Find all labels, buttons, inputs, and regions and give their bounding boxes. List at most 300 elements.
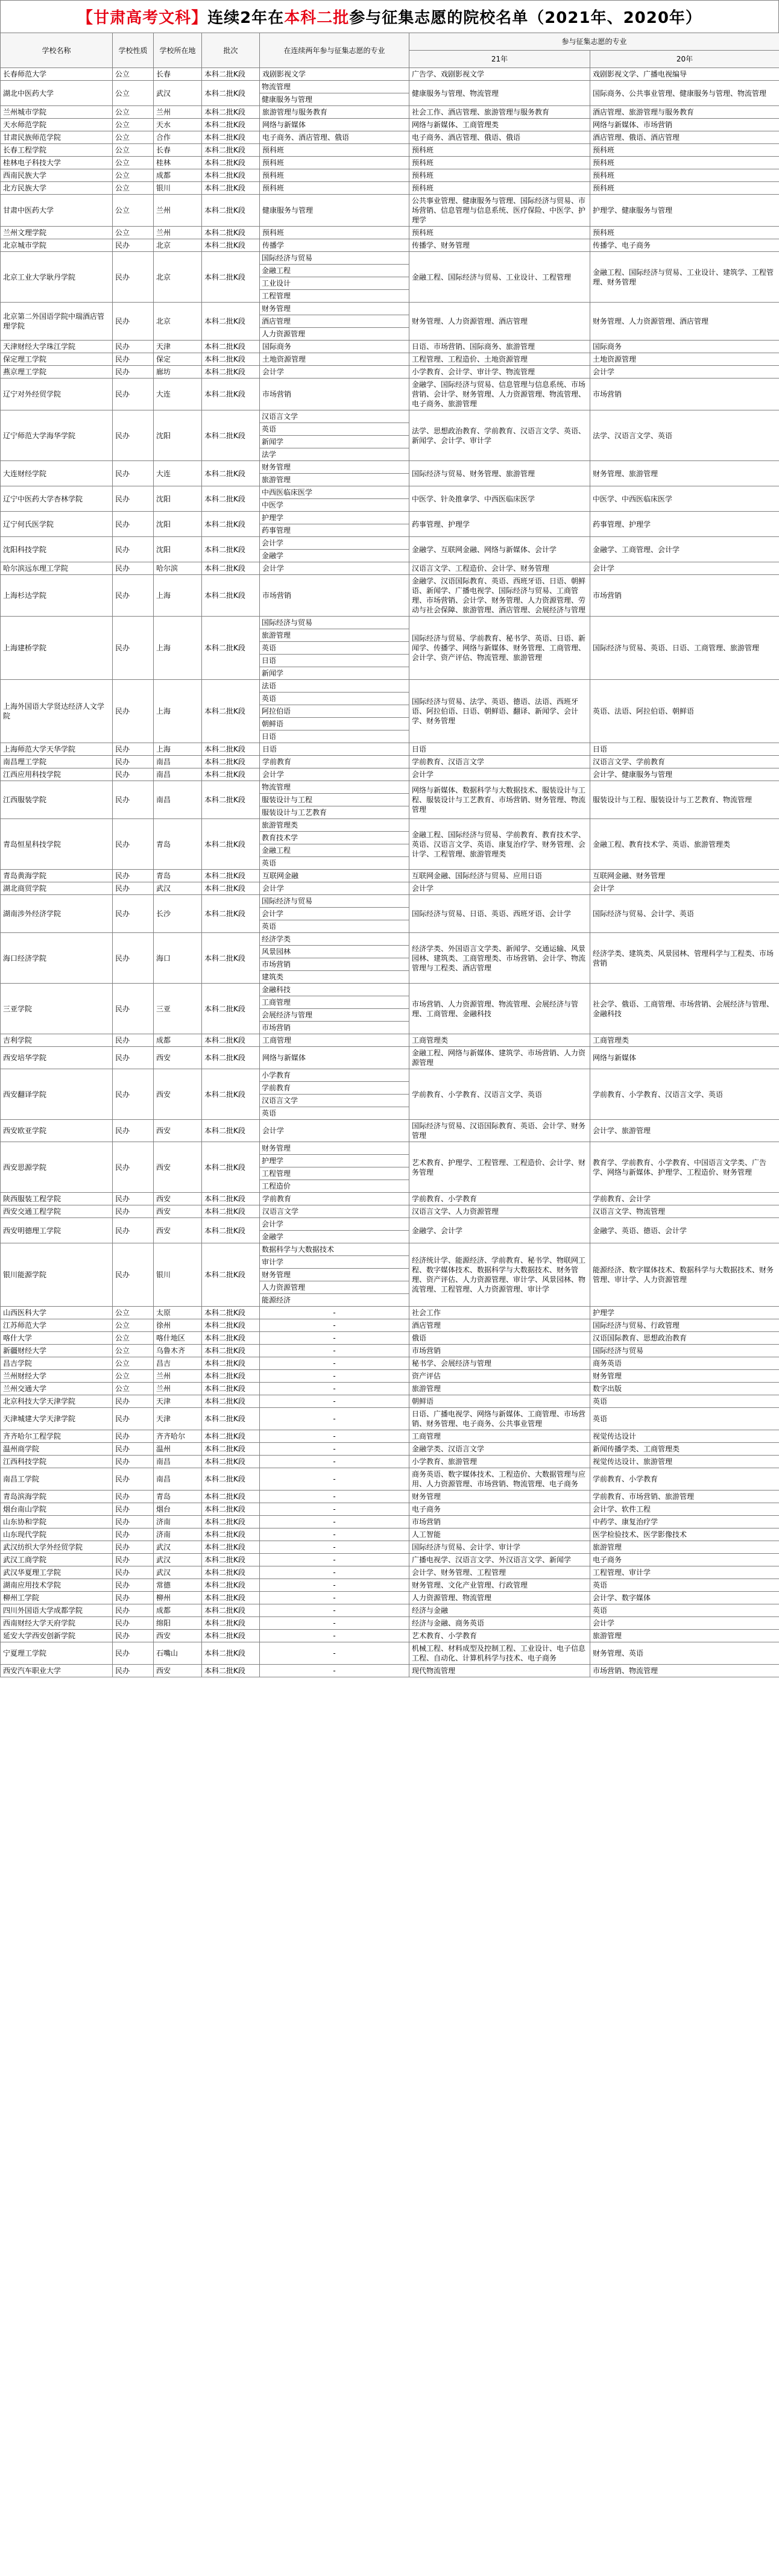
major-item: 数据科学与大数据技术 [260,1243,409,1256]
majors-2021-cell: 小学教育、会计学、审计学、物流管理 [409,366,590,379]
batch-cell: 本科二批K段 [202,169,260,182]
majors-2020-cell: 预科班 [590,157,779,169]
table-row [1,106,779,119]
school-location-cell: 南昌 [154,768,202,781]
school-location-cell: 上海 [154,743,202,756]
table-row [1,353,779,366]
school-name-cell: 齐齐哈尔工程学院 [1,1430,113,1443]
majors-2021-cell: 财务管理、文化产业管理、行政管理 [409,1579,590,1592]
majors-2020-cell: 服装设计与工程、服装设计与工艺教育、物流管理 [590,781,779,819]
majors-2021-cell: 广告学、戏剧影视文学 [409,68,590,81]
majors-2020-cell: 会计学、旅游管理 [590,1120,779,1142]
major-item: 英语 [262,922,277,931]
batch-cell: 本科二批K段 [202,1034,260,1047]
school-location-cell: 南昌 [154,781,202,819]
majors-2020-cell: 会计学 [590,882,779,895]
table-row [1,68,779,81]
both-years-majors-cell: 工商管理 [260,1034,409,1047]
school-name-cell: 兰州交通大学 [1,1383,113,1395]
both-years-majors-cell [260,1243,409,1307]
school-nature-cell: 民办 [113,512,154,537]
school-nature-cell: 公立 [113,1370,154,1383]
table-row [1,1604,779,1617]
table-row [1,1554,779,1566]
batch-cell: 本科二批K段 [202,984,260,1034]
batch-cell: 本科二批K段 [202,537,260,562]
majors-2020-cell: 国际商务 [590,341,779,353]
major-item: 旅游管理类 [260,819,409,832]
both-years-majors-cell [260,1142,409,1193]
school-name-cell: 柳州工学院 [1,1592,113,1604]
majors-2020-cell: 日语 [590,743,779,756]
school-location-cell: 大连 [154,379,202,410]
school-name-cell: 江西科技学院 [1,1456,113,1468]
both-years-majors-cell: - [260,1383,409,1395]
majors-2020-cell: 教育学、学前教育、小学教育、中国语言文学类、广告学、网络与新媒体、护理学、工程造价、财务管理 [590,1142,779,1193]
school-nature-cell: 民办 [113,1665,154,1677]
majors-2020-cell: 国际经济与贸易、英语、日语、工商管理、旅游管理 [590,617,779,680]
school-nature-cell: 民办 [113,1193,154,1205]
major-item: 工商管理 [260,996,409,1009]
both-years-majors-cell: - [260,1456,409,1468]
major-item: 风景园林 [260,946,409,958]
major-item: 国际经济与贸易 [260,895,409,908]
batch-cell: 本科二批K段 [202,486,260,512]
major-item: 英语 [262,859,277,867]
school-nature-cell: 民办 [113,1456,154,1468]
school-nature-cell: 民办 [113,341,154,353]
table-row [1,680,779,743]
majors-2020-cell: 药事管理、护理学 [590,512,779,537]
both-years-majors-cell [260,781,409,819]
batch-cell: 本科二批K段 [202,1319,260,1332]
both-years-majors-cell: 预科班 [260,227,409,239]
school-name-cell: 沈阳科技学院 [1,537,113,562]
both-years-majors-cell: 学前教育 [260,1193,409,1205]
majors-2020-cell: 市场营销 [590,379,779,410]
school-location-cell: 天津 [154,1408,202,1430]
school-nature-cell: 民办 [113,1430,154,1443]
major-item: 法学 [262,450,277,459]
major-item: 金融科技 [260,984,409,996]
major-item: 能源经济 [262,1296,291,1304]
major-item: 酒店管理 [260,315,409,328]
table-row [1,1579,779,1592]
majors-2020-cell: 旅游管理 [590,1630,779,1642]
school-nature-cell: 民办 [113,1491,154,1503]
table-row [1,195,779,227]
school-location-cell: 石嘴山 [154,1642,202,1665]
batch-cell: 本科二批K段 [202,1503,260,1516]
majors-2020-cell: 财务管理、人力资源管理、酒店管理 [590,303,779,341]
school-location-cell: 柳州 [154,1592,202,1604]
batch-cell: 本科二批K段 [202,119,260,131]
majors-2020-cell: 金融工程、国际经济与贸易、工业设计、建筑学、工程管理、财务管理 [590,252,779,303]
school-nature-cell: 公立 [113,119,154,131]
batch-cell: 本科二批K段 [202,1357,260,1370]
majors-2021-cell: 酒店管理 [409,1319,590,1332]
batch-cell: 本科二批K段 [202,1604,260,1617]
table-row [1,131,779,144]
major-item: 服装设计与工程 [260,794,409,806]
header-row-1 [1,33,779,51]
both-years-majors-cell: 预科班 [260,144,409,157]
majors-2021-cell: 艺术教育、小学教育 [409,1630,590,1642]
school-nature-cell: 民办 [113,680,154,743]
table-row [1,1642,779,1665]
school-name-cell: 上海杉达学院 [1,575,113,617]
table-row [1,486,779,512]
school-name-cell: 北方民族大学 [1,182,113,195]
major-item: 日语 [262,732,277,741]
school-name-cell: 江西应用科技学院 [1,768,113,781]
majors-2021-cell: 市场营销 [409,1345,590,1357]
table-row [1,1193,779,1205]
batch-cell: 本科二批K段 [202,1142,260,1193]
table-row [1,1491,779,1503]
majors-2020-cell: 戏剧影视文学、广播电视编导 [590,68,779,81]
major-item: 人力资源管理 [262,330,306,338]
batch-cell: 本科二批K段 [202,933,260,984]
both-years-majors-cell: 网络与新媒体 [260,1047,409,1069]
batch-cell: 本科二批K段 [202,239,260,252]
school-nature-cell: 民办 [113,461,154,486]
school-name-cell: 辽宁何氏医学院 [1,512,113,537]
school-location-cell: 喀什地区 [154,1332,202,1345]
both-years-majors-cell: 日语 [260,743,409,756]
major-item: 中医学 [262,501,284,509]
school-location-cell: 成都 [154,1034,202,1047]
table-row [1,1357,779,1370]
school-nature-cell: 民办 [113,486,154,512]
school-nature-cell: 公立 [113,1383,154,1395]
school-nature-cell: 民办 [113,1503,154,1516]
table-row [1,870,779,882]
batch-cell: 本科二批K段 [202,227,260,239]
majors-2021-cell: 金融工程、国际经济与贸易、学前教育、教育技术学、英语、汉语言文学、英语、康复治疗学、财务管理、会计学、工程管理、旅游管理类 [409,819,590,870]
school-nature-cell: 民办 [113,1034,154,1047]
batch-cell: 本科二批K段 [202,1541,260,1554]
school-nature-cell: 公立 [113,157,154,169]
both-years-majors-cell: - [260,1617,409,1630]
both-years-majors-cell: 网络与新媒体 [260,119,409,131]
majors-2021-cell: 会计学 [409,882,590,895]
school-name-cell: 西安思源学院 [1,1142,113,1193]
school-name-cell: 西安翻译学院 [1,1069,113,1120]
majors-2021-cell: 社会工作 [409,1307,590,1319]
school-location-cell: 武汉 [154,81,202,106]
school-nature-cell: 民办 [113,1120,154,1142]
majors-2020-cell: 土地资源管理 [590,353,779,366]
school-location-cell: 乌鲁木齐 [154,1345,202,1357]
table-row [1,743,779,756]
batch-cell: 本科二批K段 [202,1617,260,1630]
school-location-cell: 上海 [154,575,202,617]
major-item: 健康服务与管理 [262,95,313,104]
header-both-years: 在连续两年参与征集志愿的专业 [260,33,409,68]
majors-2020-cell: 经济学类、建筑类、风景园林、管理科学与工程类、市场营销 [590,933,779,984]
school-nature-cell: 民办 [113,1243,154,1307]
header-year-21: 21年 [409,51,590,68]
major-item: 金融工程 [260,844,409,857]
batch-cell: 本科二批K段 [202,252,260,303]
school-name-cell: 桂林电子科技大学 [1,157,113,169]
table-row [1,1069,779,1120]
school-location-cell: 哈尔滨 [154,562,202,575]
school-location-cell: 西安 [154,1630,202,1642]
majors-2021-cell: 电子商务、酒店管理、俄语、俄语 [409,131,590,144]
major-item: 药事管理 [262,526,291,535]
school-nature-cell: 公立 [113,1319,154,1332]
school-name-cell: 三亚学院 [1,984,113,1034]
majors-2021-cell: 资产评估 [409,1370,590,1383]
batch-cell: 本科二批K段 [202,341,260,353]
table-row [1,1665,779,1677]
school-name-cell: 昌吉学院 [1,1357,113,1370]
majors-2020-cell: 预科班 [590,169,779,182]
school-name-cell: 江西服装学院 [1,781,113,819]
school-nature-cell: 公立 [113,81,154,106]
majors-2021-cell: 金融工程、国际经济与贸易、工业设计、工程管理 [409,252,590,303]
school-nature-cell: 民办 [113,575,154,617]
school-nature-cell: 民办 [113,1541,154,1554]
batch-cell: 本科二批K段 [202,1630,260,1642]
school-name-cell: 北京工业大学耿丹学院 [1,252,113,303]
school-location-cell: 西安 [154,1047,202,1069]
school-location-cell: 南昌 [154,756,202,768]
school-location-cell: 西安 [154,1120,202,1142]
batch-cell: 本科二批K段 [202,1243,260,1307]
majors-2020-cell: 酒店管理、俄语、酒店管理 [590,131,779,144]
both-years-majors-cell: 会计学 [260,562,409,575]
batch-cell: 本科二批K段 [202,768,260,781]
batch-cell: 本科二批K段 [202,195,260,227]
majors-2021-cell: 预科班 [409,169,590,182]
batch-cell: 本科二批K段 [202,1554,260,1566]
school-location-cell: 海口 [154,933,202,984]
school-name-cell: 兰州文理学院 [1,227,113,239]
table-row [1,1332,779,1345]
major-item: 国际经济与贸易 [260,617,409,629]
batch-cell: 本科二批K段 [202,1456,260,1468]
school-nature-cell: 公立 [113,131,154,144]
majors-2020-cell: 财务管理、英语 [590,1642,779,1665]
major-item: 汉语言文学 [260,410,409,423]
school-name-cell: 保定理工学院 [1,353,113,366]
both-years-majors-cell: - [260,1395,409,1408]
majors-2021-cell: 市场营销、人力资源管理、物流管理、会展经济与管理、工商管理、金融科技 [409,984,590,1034]
both-years-majors-cell: 互联网金融 [260,870,409,882]
school-name-cell: 海口经济学院 [1,933,113,984]
school-name-cell: 武汉华夏理工学院 [1,1566,113,1579]
school-name-cell: 山西医科大学 [1,1307,113,1319]
batch-cell: 本科二批K段 [202,512,260,537]
school-name-cell: 西安培华学院 [1,1047,113,1069]
school-nature-cell: 民办 [113,252,154,303]
majors-2020-cell: 英语 [590,1395,779,1408]
majors-2021-cell: 人力资源管理、物流管理 [409,1592,590,1604]
title-part2: 参与征集志愿的院校名单（2021年、2020年） [349,9,702,27]
both-years-majors-cell: 汉语言文学 [260,1205,409,1218]
school-name-cell: 西南财经大学天府学院 [1,1617,113,1630]
majors-2021-cell: 经济与金融 [409,1604,590,1617]
both-years-majors-cell: 会计学 [260,768,409,781]
major-item: 会计学 [260,908,409,920]
school-location-cell: 大连 [154,461,202,486]
table-row [1,461,779,486]
majors-2021-cell: 财务管理、人力资源管理、酒店管理 [409,303,590,341]
school-location-cell: 西安 [154,1193,202,1205]
both-years-majors-cell: 预科班 [260,169,409,182]
major-item: 学前教育 [260,1082,409,1095]
school-location-cell: 合作 [154,131,202,144]
table-row [1,1034,779,1047]
school-name-cell: 山东协和学院 [1,1516,113,1528]
major-item: 工程管理 [260,1167,409,1180]
majors-2020-cell: 网络与新媒体 [590,1047,779,1069]
both-years-majors-cell: 会计学 [260,882,409,895]
majors-2021-cell: 艺术教育、护理学、工程管理、工程造价、会计学、财务管理 [409,1142,590,1193]
school-name-cell: 上海外国语大学贤达经济人文学院 [1,680,113,743]
both-years-majors-cell: 旅游管理与服务教育 [260,106,409,119]
school-name-cell: 北京科技大学天津学院 [1,1395,113,1408]
major-item: 小学教育 [260,1069,409,1082]
school-nature-cell: 公立 [113,195,154,227]
table-row [1,1430,779,1443]
school-name-cell: 青岛滨海学院 [1,1491,113,1503]
table-row [1,895,779,933]
school-nature-cell: 民办 [113,1205,154,1218]
both-years-majors-cell: - [260,1642,409,1665]
batch-cell: 本科二批K段 [202,1332,260,1345]
school-location-cell: 西安 [154,1069,202,1120]
school-name-cell: 陕西服装工程学院 [1,1193,113,1205]
majors-2021-cell: 公共事业管理、健康服务与管理、国际经济与贸易、市场营销、信息管理与信息系统、医疗保险、中医学、护理学 [409,195,590,227]
school-location-cell: 天津 [154,1395,202,1408]
major-item: 市场营销 [262,1023,291,1032]
school-location-cell: 南昌 [154,1456,202,1468]
school-nature-cell: 公立 [113,68,154,81]
majors-2021-cell: 国际经济与贸易、汉语国际教育、英语、会计学、财务管理 [409,1120,590,1142]
major-item: 财务管理 [260,1269,409,1281]
majors-2020-cell: 英语 [590,1604,779,1617]
majors-2020-cell: 预科班 [590,182,779,195]
batch-cell: 本科二批K段 [202,1665,260,1677]
school-name-cell: 江苏师范大学 [1,1319,113,1332]
school-nature-cell: 公立 [113,144,154,157]
majors-2021-cell: 汉语言文学、人力资源管理 [409,1205,590,1218]
school-name-cell: 辽宁对外经贸学院 [1,379,113,410]
batch-cell: 本科二批K段 [202,157,260,169]
batch-cell: 本科二批K段 [202,379,260,410]
both-years-majors-cell: - [260,1307,409,1319]
major-item: 服装设计与工艺教育 [262,808,327,817]
table-row [1,1592,779,1604]
major-item: 金融学 [262,551,284,560]
table-row [1,1541,779,1554]
majors-2020-cell: 财务管理 [590,1370,779,1383]
majors-2021-cell: 国际经济与贸易、学前教育、秘书学、英语、日语、新闻学、传播学、网络与新媒体、财务管理、工商管理、会计学、资产评估、物流管理、旅游管理 [409,617,590,680]
both-years-majors-cell: - [260,1357,409,1370]
school-location-cell: 太原 [154,1307,202,1319]
table-row [1,119,779,131]
major-item: 工程管理 [262,292,291,300]
major-item: 财务管理 [260,1142,409,1155]
majors-2020-cell: 汉语言文学、物流管理 [590,1205,779,1218]
table-row [1,617,779,680]
both-years-majors-cell [260,895,409,933]
major-item: 市场营销 [260,958,409,971]
table-row [1,144,779,157]
table-row [1,1456,779,1468]
table-row [1,81,779,106]
majors-2020-cell: 工商管理类 [590,1034,779,1047]
batch-cell: 本科二批K段 [202,1528,260,1541]
school-name-cell: 辽宁中医药大学杏林学院 [1,486,113,512]
major-item: 英语 [262,1109,277,1117]
majors-2020-cell: 市场营销 [590,575,779,617]
major-item: 旅游管理 [260,629,409,642]
majors-2020-cell: 商务英语 [590,1357,779,1370]
majors-2021-cell: 工商管理类 [409,1034,590,1047]
majors-2021-cell: 学前教育、汉语言文学 [409,756,590,768]
majors-2021-cell: 药事管理、护理学 [409,512,590,537]
school-location-cell: 济南 [154,1516,202,1528]
school-name-cell: 武汉工商学院 [1,1554,113,1566]
both-years-majors-cell: 预科班 [260,157,409,169]
school-name-cell: 西南民族大学 [1,169,113,182]
majors-2021-cell: 学前教育、小学教育、汉语言文学、英语 [409,1069,590,1120]
majors-2021-cell: 市场营销 [409,1516,590,1528]
batch-cell: 本科二批K段 [202,1642,260,1665]
major-item: 金融工程 [260,265,409,277]
school-nature-cell: 民办 [113,870,154,882]
school-location-cell: 昌吉 [154,1357,202,1370]
table-row [1,1205,779,1218]
school-nature-cell: 民办 [113,239,154,252]
major-item: 金融学 [262,1233,284,1241]
school-name-cell: 长春工程学院 [1,144,113,157]
school-location-cell: 北京 [154,303,202,341]
school-location-cell: 北京 [154,239,202,252]
school-name-cell: 新疆财经大学 [1,1345,113,1357]
major-item: 教育技术学 [260,832,409,844]
both-years-majors-cell: - [260,1579,409,1592]
batch-cell: 本科二批K段 [202,1120,260,1142]
school-nature-cell: 公立 [113,106,154,119]
header-batch: 批次 [202,33,260,68]
school-nature-cell: 民办 [113,353,154,366]
school-name-cell: 西安明德理工学院 [1,1218,113,1243]
table-row [1,1243,779,1307]
school-nature-cell: 公立 [113,1307,154,1319]
school-name-cell: 武汉纺织大学外经贸学院 [1,1541,113,1554]
both-years-majors-cell: - [260,1665,409,1677]
page-title [0,0,779,33]
batch-cell: 本科二批K段 [202,1566,260,1579]
majors-2021-cell: 经济与金融、商务英语 [409,1617,590,1630]
majors-2020-cell: 视觉传达设计 [590,1430,779,1443]
majors-2020-cell: 工程管理、审计学 [590,1566,779,1579]
batch-cell: 本科二批K段 [202,182,260,195]
table-row [1,1370,779,1383]
school-name-cell: 温州商学院 [1,1443,113,1456]
majors-2020-cell: 金融学、工商管理、会计学 [590,537,779,562]
majors-2021-cell: 金融工程、网络与新媒体、建筑学、市场营销、人力资源管理 [409,1047,590,1069]
table-row [1,169,779,182]
school-location-cell: 青岛 [154,1491,202,1503]
major-item: 会计学 [260,537,409,550]
